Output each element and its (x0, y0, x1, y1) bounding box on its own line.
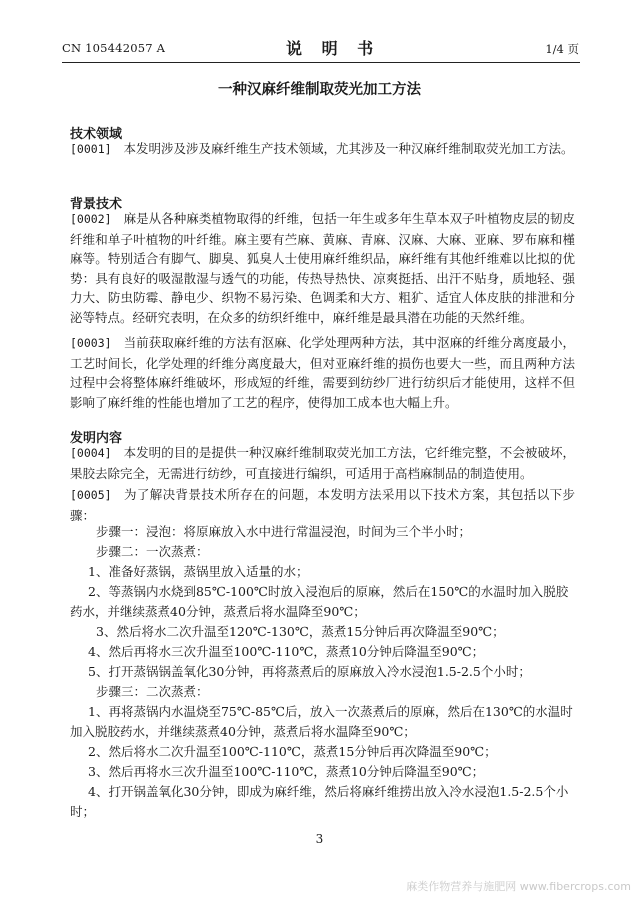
section-heading-background: 背景技术 (70, 197, 123, 212)
step-3-item-1: 1、再将蒸锅内水温烧至75℃-85℃后，放入一次蒸煮后的原麻，然后在130℃的水温时加入脱胶药水，并继续蒸煮40分钟，蒸煮后将水温降至90℃； (70, 704, 573, 739)
paragraph-number: [0005] (70, 488, 112, 502)
page-indicator: 1/4 页 (545, 42, 579, 56)
paragraph-0003 (70, 333, 575, 412)
paragraph-number: [0002] (70, 212, 112, 226)
paragraph-text: 本发明涉及涉及麻纤维生产技术领域，尤其涉及一种汉麻纤维制取荧光加工方法。 (123, 141, 574, 156)
step-3-item-3: 3、然后再将水三次升温至100℃-110℃，蒸煮10分钟后降温至90℃； (88, 764, 485, 779)
step-2-item-3: 3、然后将水二次升温至120℃-130℃，蒸煮15分钟后再次降温至90℃； (96, 624, 505, 639)
page-number: 3 (315, 832, 324, 846)
step-2-item-4: 4、然后再将水三次升温至100℃-110℃，蒸煮10分钟后降温至90℃； (88, 644, 485, 659)
section-heading-content: 发明内容 (70, 431, 123, 446)
step-3-item-4: 4、打开锅盖氧化30分钟，即成为麻纤维，然后将麻纤维捞出放入冷水浸泡1.5-2.5个小时； (70, 784, 569, 819)
paragraph-0005 (70, 485, 575, 525)
step-2-heading: 步骤二：一次蒸煮： (96, 544, 209, 559)
step-2-item-2: 2、等蒸锅内水烧到85℃-100℃时放入浸泡后的原麻，然后在150℃的水温时加入脱胶药水，并继续蒸煮40分钟，蒸煮后将水温降至90℃； (70, 584, 569, 619)
step-2-item-1: 1、准备好蒸锅，蒸锅里放入适量的水； (88, 564, 309, 579)
paragraph-text: 当前获取麻纤维的方法有沤麻、化学处理两种方法，其中沤麻的纤维分离度最小，工艺时间长，化学处理的纤维分离度最大，但对亚麻纤维的损伤也要大一些，而且两种方法过程中会将整体麻纤维破坏，形成短的纤维，需要到纺纱厂进行纺织后才能使用，这样不但影响了麻纤维的性能也增加了工艺的程序，使得加工成本也大幅上升。 (70, 335, 575, 410)
paragraph-number: [0004] (70, 446, 112, 460)
publication-number: CN 105442057 A (62, 41, 166, 55)
header-divider (62, 62, 580, 63)
step-1: 步骤一：浸泡：将原麻放入水中进行常温浸泡，时间为三个半小时； (96, 524, 472, 539)
paragraph-text: 麻是从各种麻类植物取得的纤维，包括一年生或多年生草本双子叶植物皮层的韧皮纤维和单子叶植物的叶纤维。麻主要有苎麻、黄麻、青麻、汉麻、大麻、亚麻、罗布麻和槿麻等。特别适合有脚气、脚臭、狐臭人士使用麻纤维织品，麻纤维有其他纤维难以比拟的优势：具有良好的吸湿散湿与透气的功能，传热导热快、凉爽挺括、出汗不贴身，质地轻、强力大、防虫防霉、静电少、织物不易污染、色调柔和大方、粗犷、适宜人体皮肤的排泄和分泌等特点。经研究表明，在众多的纺织纤维中，麻纤维是最具潜在功能的天然纤维。 (70, 211, 575, 325)
document-type-heading: 说 明 书 (286, 39, 381, 58)
step-2-item-5: 5、打开蒸锅锅盖氧化30分钟，再将蒸煮后的原麻放入冷水浸泡1.5-2.5个小时； (88, 664, 531, 679)
paragraph-number: [0001] (70, 142, 112, 156)
document-title: 一种汉麻纤维制取荧光加工方法 (218, 82, 421, 98)
paragraph-0001 (70, 139, 575, 160)
paragraph-number: [0003] (70, 336, 112, 350)
section-heading-tech-field: 技术领域 (70, 127, 123, 142)
paragraph-0004 (70, 443, 575, 483)
step-3-heading: 步骤三：二次蒸煮： (96, 684, 209, 699)
watermark: 麻类作物营养与施肥网 www.fibercrops.com (406, 880, 631, 893)
step-3-item-2: 2、然后将水二次升温至100℃-110℃，蒸煮15分钟后再次降温至90℃； (88, 744, 497, 759)
paragraph-text: 为了解决背景技术所存在的问题，本发明方法采用以下技术方案，其包括以下步骤： (70, 487, 575, 523)
paragraph-0002 (70, 209, 575, 328)
paragraph-text: 本发明的目的是提供一种汉麻纤维制取荧光加工方法，它纤维完整，不会被破坏，果胶去除完全，无需进行纺纱，可直接进行编织，可适用于高档麻制品的制造使用。 (70, 445, 575, 481)
